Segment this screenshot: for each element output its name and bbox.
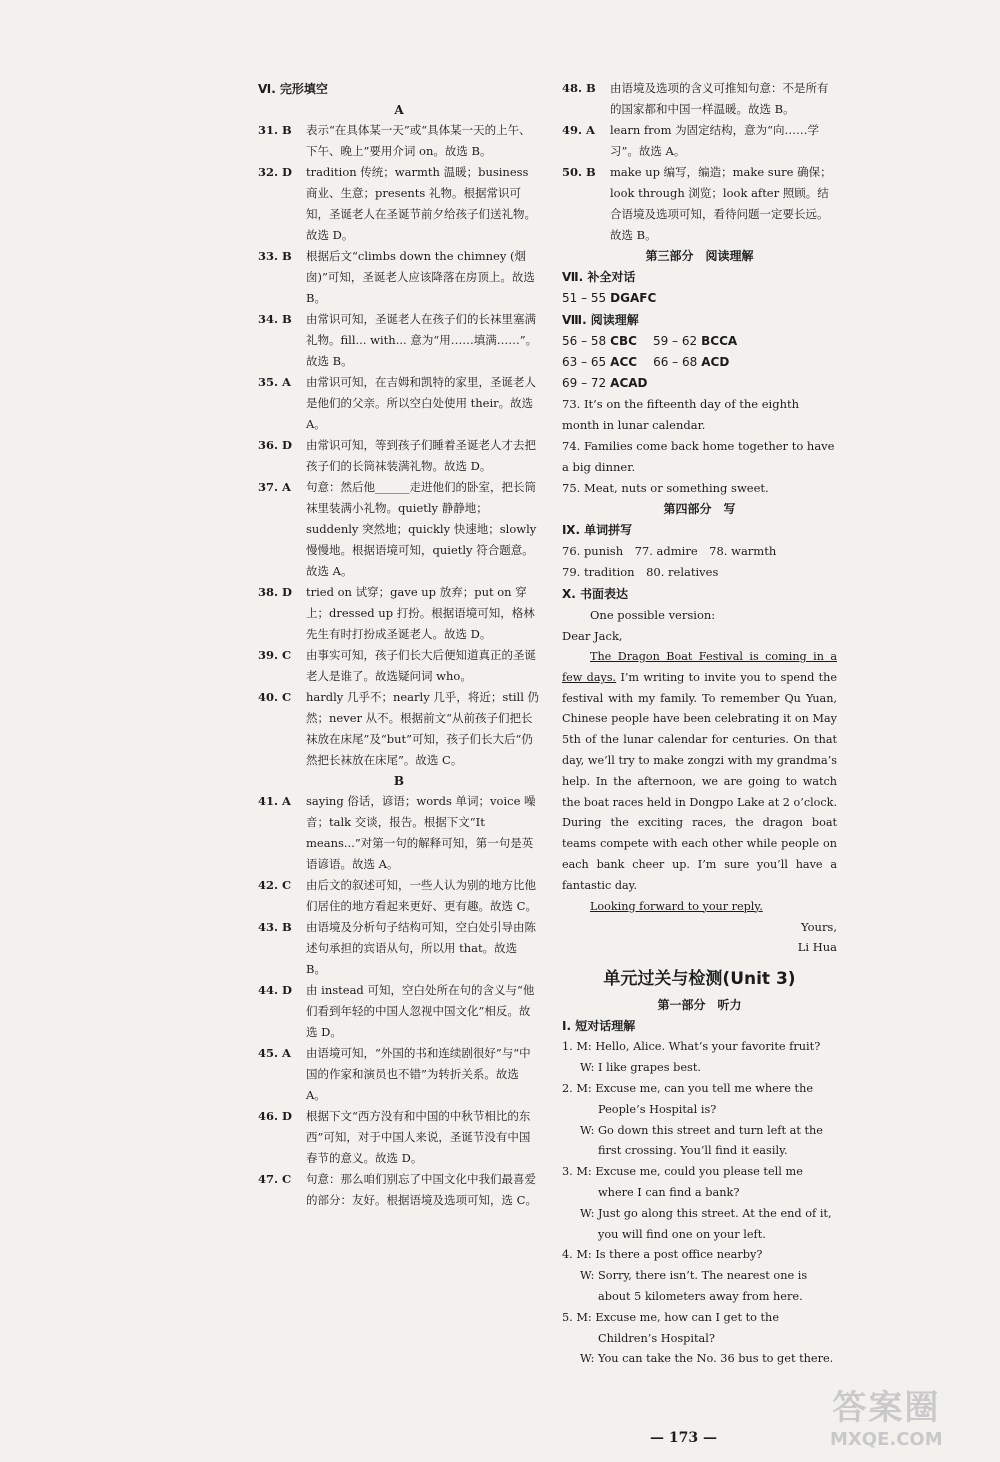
answer-explanation: 由事实可知，孩子们长大后便知道真正的圣诞老人是谁了。故选疑问词 who。 — [306, 648, 536, 683]
answer-explanation: 由常识可知，在吉姆和凯特的家里，圣诞老人是他们的父亲。所以空白处使用 their。故选 A。 — [306, 375, 536, 431]
answer-item — [258, 372, 540, 435]
answer-explanation: learn from 为固定结构，意为“向……学习”。故选 A。 — [610, 123, 820, 158]
letter-closing: Yours, — [801, 920, 837, 935]
answer-number: 46. D — [258, 1109, 292, 1123]
answer-number: 44. D — [258, 983, 292, 997]
dialogue-line-man: 3. M: Excuse me, could you please tell me where I can find a bank? — [562, 1165, 803, 1199]
question-range: 59 – 62 — [652, 334, 698, 348]
answer-letters: DGAFC — [610, 291, 657, 305]
answer-number: 40. C — [258, 690, 292, 704]
answer-list-48-50 — [562, 78, 837, 246]
answer-number: 35. A — [258, 375, 291, 389]
unit-title: 单元过关与检测(Unit 3) — [603, 969, 796, 990]
answer-explanation: 表示“在具体某一天”或“具体某一天的上午、下午、晚上”要用介词 on。故选 B。 — [306, 123, 531, 158]
dialogue-line-woman: W: Sorry, there isn’t. The nearest one is about 5 kilometers away from here. — [580, 1269, 808, 1303]
answers-dialogue — [562, 288, 837, 309]
answer-item — [258, 435, 540, 477]
letter-closing-line — [562, 897, 837, 918]
dialogue-line-man: 2. M: Excuse me, can you tell me where the People’s Hospital is? — [562, 1081, 814, 1116]
letter-underlined-opening: The Dragon Boat Festival is coming in a few days. — [562, 650, 837, 684]
answer-75: 75. Meat, nuts or something sweet. — [562, 481, 769, 495]
answer-key-row — [562, 373, 837, 394]
answer-number: 42. C — [258, 878, 292, 892]
answer-item — [562, 162, 837, 246]
answer-number: 47. C — [258, 1172, 292, 1186]
answer-explanation: tradition 传统；warmth 温暖；business 商业、生意；presents 礼物。根据常识可知，圣诞老人在圣诞节前夕给孩子们送礼物。故选 D。 — [306, 165, 536, 242]
answer-letters: ACAD — [610, 376, 648, 390]
dialogue-line-man: 5. M: Excuse me, how can I get to the Children’s Hospital? — [562, 1310, 780, 1345]
answer-key-row — [562, 331, 837, 352]
possible-version-label: One possible version: — [590, 608, 716, 622]
site-watermark — [830, 1380, 943, 1450]
question-range: 56 – 58 — [562, 334, 607, 348]
answer-item — [258, 791, 540, 875]
answer-item — [562, 120, 837, 162]
answer-explanation: 由 instead 可知，空白处所在句的含义与“他们看到年轻的中国人忽视中国文化”相反。故选 D。 — [306, 983, 535, 1039]
answer-explanation: 由语境及选项的含义可推知句意：不是所有的国家都和中国一样温暖。故选 B。 — [610, 81, 829, 116]
answer-explanation: 由后文的叙述可知，一些人认为别的地方比他们居住的地方看起来更好、更有趣。故选 C。 — [306, 878, 537, 913]
answer-item — [258, 120, 540, 162]
answer-explanation: 由常识可知，等到孩子们睡着圣诞老人才去把孩子们的长筒袜装满礼物。故选 D。 — [306, 438, 536, 473]
answer-number: 43. B — [258, 920, 292, 934]
answer-item — [258, 875, 540, 917]
passage-a-label: A — [394, 103, 404, 117]
answer-list-b — [258, 791, 540, 1211]
letter-greeting: Dear Jack, — [562, 629, 623, 643]
watermark-domain: MXQE.COM — [830, 1429, 943, 1450]
answer-item — [258, 477, 540, 582]
section-heading-writing: Ⅹ. 书面表达 — [562, 587, 628, 601]
answer-explanation: 句意：然后他______走进他们的卧室，把长筒袜里装满小礼物。quietly 静静地；suddenly 突然地；quickly 快速地；slowly 慢慢地。根据语境可知，quietly 符合题意。故选 A。 — [306, 480, 537, 578]
answer-explanation: tried on 试穿；gave up 放弃；put on 穿上；dressed up 打扮。根据语境可知，格林先生有时打扮成圣诞老人。故选 D。 — [306, 585, 535, 641]
answer-letters: BCCA — [701, 334, 738, 348]
answer-item — [258, 1106, 540, 1169]
letter-signature: Li Hua — [797, 940, 837, 955]
answer-explanation: 由常识可知，圣诞老人在孩子们的长袜里塞满礼物。fill... with... 意为“用……填满……”。故选 B。 — [306, 312, 538, 368]
answer-explanation: hardly 几乎不；nearly 几乎，将近；still 仍然；never 从不。根据前文“从前孩子们把长袜放在床尾”及“but”可知，孩子们长大后“仍然把长袜放在床尾”。故选 C。 — [306, 690, 540, 767]
answer-number: 33. B — [258, 249, 292, 263]
answer-letters: ACC — [610, 355, 638, 369]
part-four-heading: 第四部分 写 — [663, 502, 736, 516]
dialogue-line-woman: W: I like grapes best. — [580, 1061, 701, 1075]
question-range: 69 – 72 — [562, 376, 607, 390]
answer-list-a — [258, 120, 540, 771]
answer-explanation: 根据下文“西方没有和中国的中秋节相比的东西”可知，对于中国人来说，圣诞节没有中国春节的意义。故选 D。 — [306, 1109, 531, 1165]
answer-explanation: saying 俗话，谚语；words 单词；voice 噪音；talk 交谈，报告。根据下文“It means...”对第一句的解释可知，第一句是英语谚语。故选 A。 — [306, 794, 536, 871]
answer-item — [258, 309, 540, 372]
watermark-logo-text: 答案圈 — [832, 1388, 941, 1428]
answer-item — [258, 687, 540, 771]
answers-reading — [562, 331, 837, 394]
letter-underlined-closing: Looking forward to your reply. — [590, 899, 763, 913]
answer-number: 36. D — [258, 438, 292, 452]
answer-number: 45. A — [258, 1046, 291, 1060]
letter-body — [562, 647, 837, 897]
spelling-answers-1: 76. punish 77. admire 78. warmth — [562, 544, 777, 558]
answer-item — [258, 645, 540, 687]
section-heading-spelling: Ⅸ. 单词拼写 — [562, 523, 633, 537]
dialogue-line-man: 4. M: Is there a post office nearby? — [562, 1248, 763, 1262]
answer-number: 41. A — [258, 794, 291, 808]
answer-number: 39. C — [258, 648, 292, 662]
part-three-heading: 第三部分 阅读理解 — [645, 249, 754, 263]
answer-item — [258, 582, 540, 645]
left-column — [258, 78, 540, 1211]
section-heading-dialogue: Ⅶ. 补全对话 — [562, 270, 636, 284]
section-heading-reading: Ⅷ. 阅读理解 — [562, 313, 639, 327]
question-range: 51 – 55 — [562, 291, 607, 305]
answer-number: 31. B — [258, 123, 292, 137]
question-range: 66 – 68 — [653, 355, 698, 369]
right-column — [562, 78, 837, 1370]
answer-item — [258, 246, 540, 309]
question-range: 63 – 65 — [562, 355, 607, 369]
answer-item — [562, 78, 837, 120]
answer-explanation: 由语境可知，“外国的书和连续剧很好”与“中国的作家和演员也不错”为转折关系。故选 A。 — [306, 1046, 531, 1102]
page-number: — 173 — — [650, 1430, 717, 1446]
answer-item — [258, 1169, 540, 1211]
passage-b-label: B — [393, 774, 405, 788]
answer-explanation: 句意：那么咱们别忘了中国文化中我们最喜爱的部分：友好。根据语境及选项可知，选 C。 — [306, 1172, 537, 1207]
answer-74: 74. Families come back home together to have a big dinner. — [562, 439, 835, 474]
answer-letters: ACD — [701, 355, 730, 369]
dialogue-line-woman: W: You can take the No. 36 bus to get there. — [580, 1352, 834, 1366]
section-heading-cloze: Ⅵ. 完形填空 — [258, 82, 328, 96]
answer-item — [258, 980, 540, 1043]
answer-number: 32. D — [258, 165, 292, 179]
answer-number: 48. B — [562, 81, 596, 95]
section-heading-short-dialogues: Ⅰ. 短对话理解 — [562, 1019, 636, 1034]
answer-item — [258, 917, 540, 980]
answer-number: 38. D — [258, 585, 292, 599]
answer-key-row — [562, 288, 837, 309]
answer-key-row — [562, 352, 837, 373]
answer-number: 37. A — [258, 480, 291, 494]
answer-number: 49. A — [562, 123, 595, 137]
answer-item — [258, 162, 540, 246]
dialogue-line-man: 1. M: Hello, Alice. What’s your favorite fruit? — [562, 1040, 821, 1054]
dialogue-line-woman: W: Go down this street and turn left at the first crossing. You’ll find it easily. — [580, 1123, 823, 1158]
part-one-heading: 第一部分 听力 — [657, 998, 742, 1013]
answer-number: 50. B — [562, 165, 596, 179]
answer-number: 34. B — [258, 312, 292, 326]
dialogue-list — [562, 1037, 837, 1370]
answer-explanation: make up 编写，编造；make sure 确保；look through 浏览；look after 照顾。结合语境及选项可知，看待问题一定要长远。故选 B。 — [610, 165, 832, 242]
answer-explanation: 由语境及分析句子结构可知，空白处引导由陈述句承担的宾语从句，所以用 that。故选 B。 — [306, 920, 536, 976]
answer-73: 73. It’s on the fifteenth day of the eighth month in lunar calendar. — [562, 397, 800, 432]
letter-body-text: I’m writing to invite you to spend the festival with my family. To remember Qu Yuan, Chinese people have been celebrating it on May 5th of the lunar calendar for centuries. On that day, we’ll try to make zongzi with my grandma’s help. In the afternoon, we are going to watch the boat races held in Dongpo Lake at 2 o’clock. During the exciting races, the dragon boat teams compete with each other while people on each bank cheer up. I’m sure you’ll have a fantastic day. — [562, 670, 838, 892]
spelling-answers-2: 79. tradition 80. relatives — [562, 565, 719, 579]
answer-item — [258, 1043, 540, 1106]
answer-letters: CBC — [610, 334, 637, 348]
dialogue-line-woman: W: Just go along this street. At the end of it, you will find one on your left. — [580, 1206, 832, 1241]
answer-explanation: 根据后文“climbs down the chimney (烟囱)”可知，圣诞老人应该降落在房顶上。故选 B。 — [306, 249, 535, 305]
